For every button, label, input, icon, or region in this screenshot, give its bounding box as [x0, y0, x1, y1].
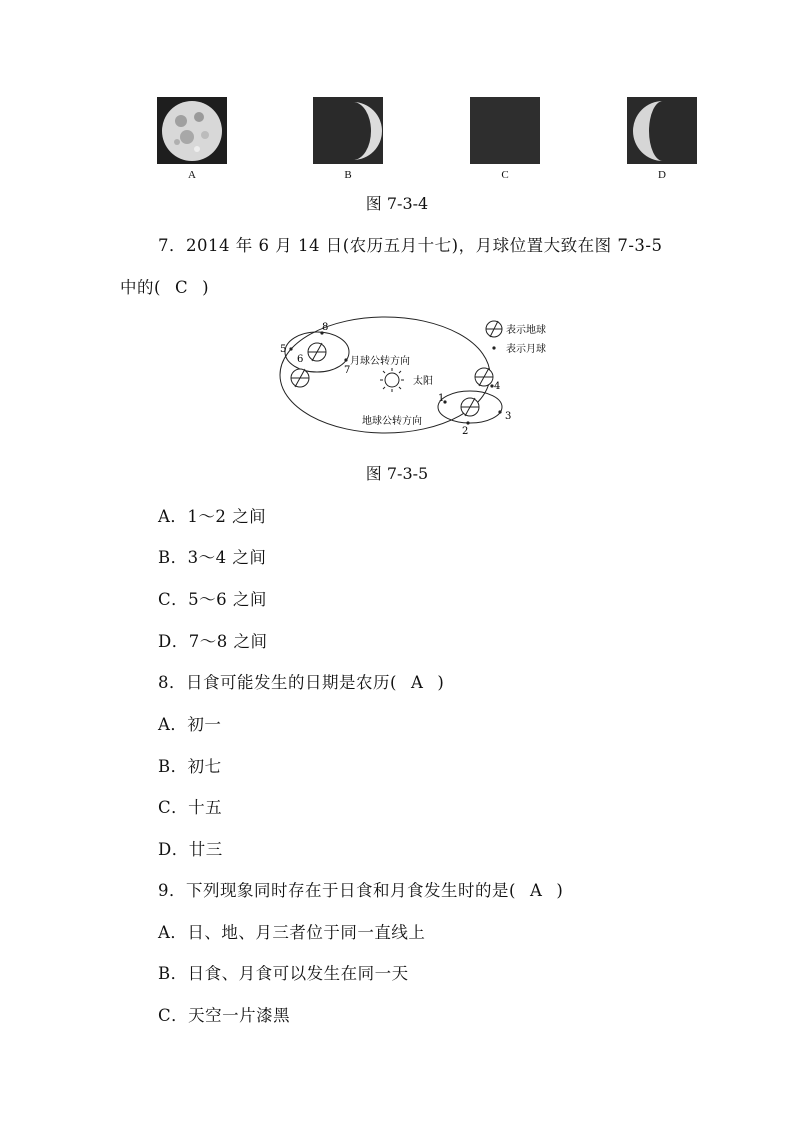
orbit-number-1: 1 [438, 393, 445, 404]
legend-earth-icon [486, 321, 502, 337]
question-9-close: ) [556, 881, 564, 900]
q7-option-b: B．3～4 之间 [158, 548, 267, 567]
moon-label-c: C [501, 169, 509, 181]
moon-photo-b [313, 97, 383, 164]
q7-option-c: C．5～6 之间 [158, 590, 267, 609]
question-7-line-2 [120, 274, 209, 298]
legend-earth-label: 表示地球 [506, 325, 546, 336]
figure-caption-7-3-4: 图 7-3-4 [365, 194, 429, 213]
orbit-number-8: 8 [322, 322, 329, 333]
orbit-number-5: 5 [280, 344, 287, 355]
earth-symbol-right-bottom [461, 398, 479, 416]
orbit-number-6: 6 [297, 354, 304, 365]
question-7-answer: C [174, 278, 189, 297]
q8-option-c: C．十五 [158, 798, 223, 817]
earth-symbol-right-top [475, 368, 493, 386]
legend-moon-icon [492, 346, 495, 349]
legend-moon-label: 表示月球 [506, 344, 546, 355]
q8-option-a: A．初一 [158, 715, 222, 734]
question-9-stem [158, 877, 563, 901]
q7-option-d: D．7～8 之间 [158, 632, 268, 651]
moon-label-b: B [344, 169, 352, 181]
earth-direction-label: 地球公转方向 [362, 416, 422, 427]
q9-option-b: B．日食、月食可以发生在同一天 [158, 964, 409, 983]
earth-symbol-left-bottom [291, 369, 309, 387]
orbit-number-7: 7 [344, 365, 351, 376]
question-9-open: ( [509, 881, 516, 900]
question-7-prefix: 中的( [120, 278, 161, 297]
moon-photo-a [157, 97, 227, 164]
earth-symbol-left-top [308, 343, 326, 361]
question-7-suffix: ) [202, 278, 209, 297]
question-8-open: ( [390, 673, 397, 692]
q9-option-a: A．日、地、月三者位于同一直线上 [158, 923, 426, 942]
orbit-number-4: 4 [494, 381, 501, 392]
question-8-stem [158, 669, 444, 693]
q9-option-c: C．天空一片漆黑 [158, 1006, 291, 1025]
sun-label: 太阳 [413, 376, 433, 387]
orbit-diagram [270, 312, 570, 437]
orbit-number-2: 2 [462, 426, 469, 437]
question-8-text: 8．日食可能发生的日期是农历 [158, 673, 390, 692]
moon-photo-c [470, 97, 540, 164]
orbit-number-3: 3 [505, 411, 512, 422]
moon-direction-label: 月球公转方向 [350, 356, 410, 367]
q8-option-d: D．廿三 [158, 840, 223, 859]
moon-label-a: A [188, 169, 196, 181]
question-8-answer: A [410, 673, 424, 692]
moon-label-d: D [658, 169, 666, 181]
figure-caption-7-3-5: 图 7-3-5 [365, 464, 429, 483]
question-8-close: ) [437, 673, 445, 692]
question-7-line-1: 7．2014 年 6 月 14 日(农历五月十七)，月球位置大致在图 7-3-5 [158, 236, 663, 255]
q8-option-b: B．初七 [158, 757, 222, 776]
sun-icon [380, 368, 404, 392]
moon-photo-d [627, 97, 697, 164]
question-9-answer: A [529, 881, 543, 900]
q7-option-a: A．1～2 之间 [158, 507, 267, 526]
question-9-text: 9．下列现象同时存在于日食和月食发生时的是 [158, 881, 509, 900]
